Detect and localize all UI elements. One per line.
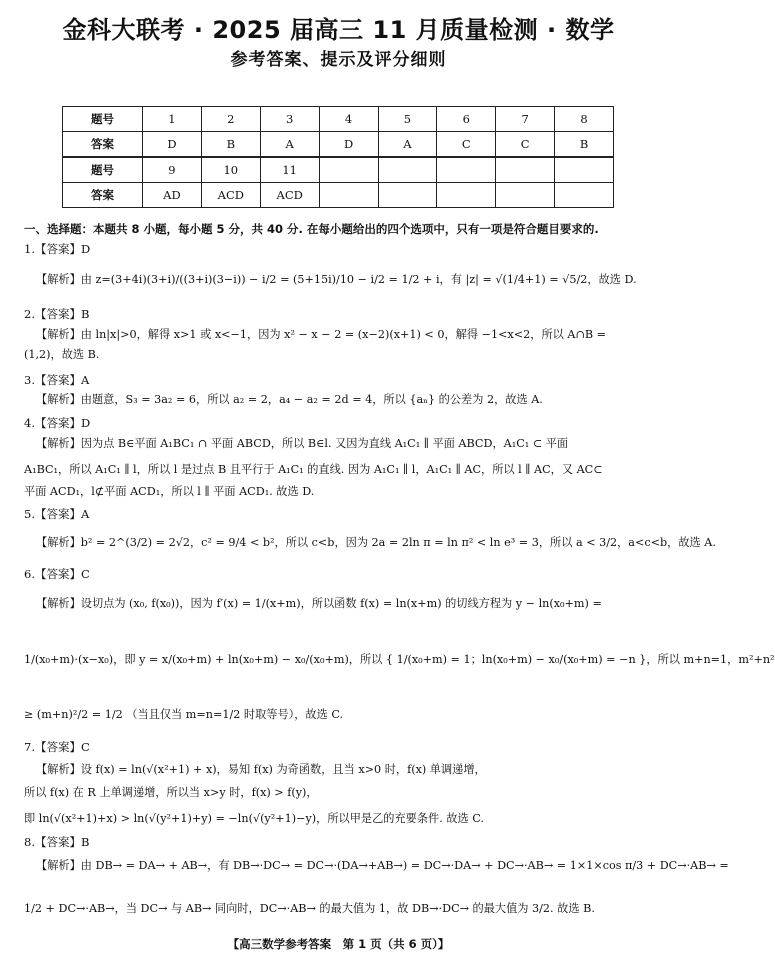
table-cell: 10 bbox=[201, 157, 260, 183]
solution-line: 【解析】由题意，S₃ = 3a₂ = 6，所以 a₂ = 2，a₄ − a₂ = 2d = 4，所以 {aₙ} 的公差为 2，故选 A. bbox=[36, 393, 543, 406]
page-subtitle: 参考答案、提示及评分细则 bbox=[230, 50, 447, 70]
question-answer: 8.【答案】B bbox=[24, 835, 90, 849]
table-cell: 7 bbox=[496, 107, 555, 132]
row-label: 题号 bbox=[63, 157, 143, 183]
table-cell bbox=[319, 183, 378, 208]
table-row bbox=[63, 107, 614, 132]
question-answer: 5.【答案】A bbox=[24, 507, 90, 521]
table-cell: ACD bbox=[201, 183, 260, 208]
solution-line: 【解析】由 z=(3+4i)(3+i)/((3+i)(3−i)) − i/2 = (5+15i)/10 − i/2 = 1/2 + i，有 |z| = √(1/4+1) = √5/2，故选 D. bbox=[36, 273, 637, 286]
table-cell bbox=[496, 183, 555, 208]
table-cell: C bbox=[496, 132, 555, 158]
table-cell: 9 bbox=[143, 157, 202, 183]
question-answer: 6.【答案】C bbox=[24, 567, 90, 581]
table-cell bbox=[378, 183, 437, 208]
page-title: 金科大联考 · 2025 届高三 11 月质量检测 · 数学 bbox=[62, 16, 615, 44]
solution-line: 【解析】因为点 B∈平面 A₁BC₁ ∩ 平面 ABCD，所以 B∈l. 又因为直线 A₁C₁ ∥ 平面 ABCD，A₁C₁ ⊂ 平面 bbox=[36, 437, 569, 450]
solution-line: 【解析】由 ln|x|>0，解得 x>1 或 x<−1，因为 x² − x − 2 = (x−2)(x+1) < 0，解得 −1<x<2，所以 A∩B = bbox=[36, 328, 606, 341]
question-answer: 2.【答案】B bbox=[24, 307, 90, 321]
table-cell: 5 bbox=[378, 107, 437, 132]
table-cell: B bbox=[555, 132, 614, 158]
table-cell: A bbox=[260, 132, 319, 158]
solution-line: 所以 f(x) 在 R 上单调递增，所以当 x>y 时，f(x) > f(y)， bbox=[24, 786, 318, 799]
solution-line: 【解析】由 DB→ = DA→ + AB→，有 DB→·DC→ = DC→·(DA→+AB→) = DC→·DA→ + DC→·AB→ = 1×1×cos π/3 + DC→·AB→ = bbox=[36, 859, 729, 872]
table-row bbox=[63, 157, 614, 183]
solution-line: 平面 ACD₁，l⊄平面 ACD₁，所以 l ∥ 平面 ACD₁. 故选 D. bbox=[24, 485, 315, 498]
table-cell: 3 bbox=[260, 107, 319, 132]
table-cell bbox=[496, 157, 555, 183]
table-cell bbox=[555, 157, 614, 183]
table-cell: ACD bbox=[260, 183, 319, 208]
table-cell: AD bbox=[143, 183, 202, 208]
table-cell bbox=[437, 157, 496, 183]
question-answer: 4.【答案】D bbox=[24, 416, 91, 430]
table-cell bbox=[555, 183, 614, 208]
solution-line: (1,2)，故选 B. bbox=[24, 348, 100, 361]
table-cell bbox=[319, 157, 378, 183]
question-answer: 7.【答案】C bbox=[24, 740, 90, 754]
table-cell: A bbox=[378, 132, 437, 158]
table-cell: 1 bbox=[143, 107, 202, 132]
row-label: 题号 bbox=[63, 107, 143, 132]
table-cell: 8 bbox=[555, 107, 614, 132]
table-cell: 6 bbox=[437, 107, 496, 132]
table-row bbox=[63, 132, 614, 158]
table-cell: B bbox=[201, 132, 260, 158]
answer-table bbox=[62, 106, 614, 208]
solution-line: 【解析】b² = 2^(3/2) = 2√2，c² = 9/4 < b²，所以 c<b，因为 2a = 2ln π = ln π² < ln e³ = 3，所以 a < 3/2，a<c<b，故选 A. bbox=[36, 536, 716, 549]
table-cell: 2 bbox=[201, 107, 260, 132]
row-label: 答案 bbox=[63, 183, 143, 208]
table-row bbox=[63, 183, 614, 208]
question-answer: 1.【答案】D bbox=[24, 242, 91, 256]
solution-line: 即 ln(√(x²+1)+x) > ln(√(y²+1)+y) = −ln(√(y²+1)−y)，所以甲是乙的充要条件. 故选 C. bbox=[24, 812, 484, 825]
solution-line: 1/(x₀+m)·(x−x₀)，即 y = x/(x₀+m) + ln(x₀+m) − x₀/(x₀+m)，所以 { 1/(x₀+m) = 1；ln(x₀+m) − x₀/(x₀+m) = −n }，所以 m+n=1，m²+n² bbox=[24, 653, 775, 666]
page-footer: 【高三数学参考答案 第 1 页（共 6 页）】 bbox=[227, 937, 450, 951]
solution-line: 1/2 + DC→·AB→，当 DC→ 与 AB→ 同向时，DC→·AB→ 的最大值为 1，故 DB→·DC→ 的最大值为 3/2. 故选 B. bbox=[24, 902, 595, 915]
table-cell: 11 bbox=[260, 157, 319, 183]
solution-line: ≥ (m+n)²/2 = 1/2 （当且仅当 m=n=1/2 时取等号），故选 C. bbox=[24, 708, 344, 721]
table-cell: D bbox=[143, 132, 202, 158]
table-cell: C bbox=[437, 132, 496, 158]
row-label: 答案 bbox=[63, 132, 143, 158]
solution-line: A₁BC₁，所以 A₁C₁ ∥ l，所以 l 是过点 B 且平行于 A₁C₁ 的直线. 因为 A₁C₁ ∥ l，A₁C₁ ∥ AC，所以 l ∥ AC，又 AC⊂ bbox=[24, 463, 603, 476]
question-answer: 3.【答案】A bbox=[24, 373, 90, 387]
table-cell bbox=[378, 157, 437, 183]
table-cell bbox=[437, 183, 496, 208]
section-heading: 一、选择题：本题共 8 小题，每小题 5 分，共 40 分. 在每小题给出的四个选项中，只有一项是符合题目要求的. bbox=[24, 222, 599, 236]
solution-line: 【解析】设 f(x) = ln(√(x²+1) + x)，易知 f(x) 为奇函数，且当 x>0 时，f(x) 单调递增， bbox=[36, 763, 486, 776]
table-cell: 4 bbox=[319, 107, 378, 132]
solution-line: 【解析】设切点为 (x₀, f(x₀))，因为 f′(x) = 1/(x+m)，所以函数 f(x) = ln(x+m) 的切线方程为 y − ln(x₀+m) = bbox=[36, 597, 602, 610]
table-cell: D bbox=[319, 132, 378, 158]
